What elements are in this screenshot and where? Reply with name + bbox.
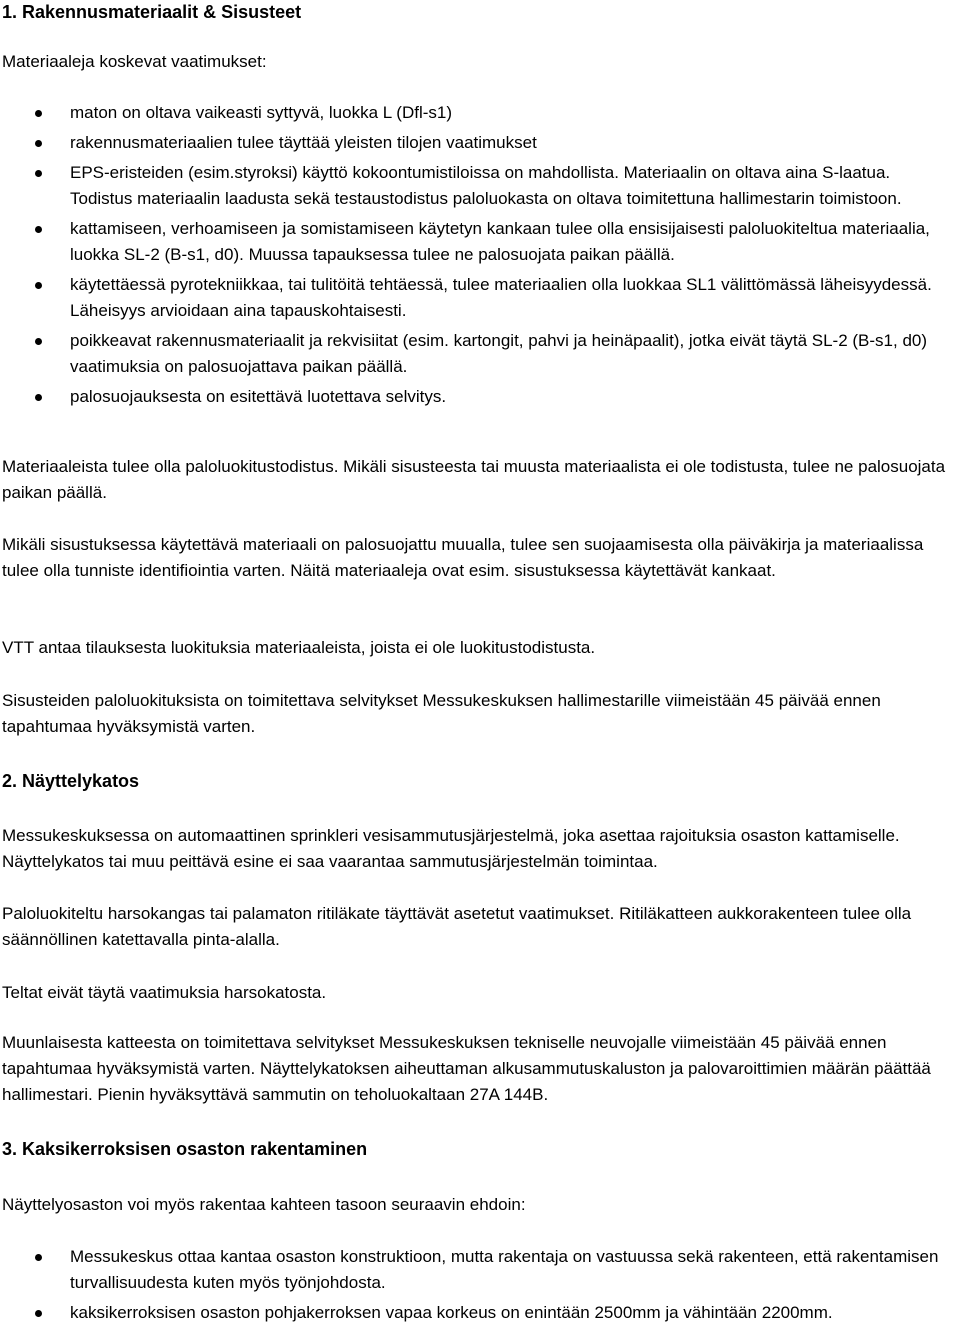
section-2-paragraph: Teltat eivät täytä vaatimuksia harsokatosta. (2, 983, 327, 1002)
list-item: maton on oltava vaikeasti syttyvä, luokka L (Dfl-s1) (2, 100, 956, 126)
section-3-title: 3. Kaksikerroksisen osaston rakentaminen (2, 1139, 368, 1159)
section-1-title: 1. Rakennusmateriaalit & Sisusteet (2, 2, 302, 22)
section-2-paragraph: Paloluokiteltu harsokangas tai palamaton ritiläkate täyttävät asetetut vaatimukset. Ritiläkatteen aukkorakenteen tulee olla säännöllinen katettavalla pinta-alalla. (2, 904, 912, 949)
list-item: palosuojauksesta on esitettävä luotettava selvitys. (2, 384, 956, 410)
list-item: Messukeskus ottaa kantaa osaston konstruktioon, mutta rakentaja on vastuussa sekä rakenteen, että rakentamisen turvallisuudesta kuten myös työnjohdosta. (2, 1244, 956, 1296)
section-2-title: 2. Näyttelykatos (2, 771, 140, 791)
list-item: kattamiseen, verhoamiseen ja somistamiseen käytetyn kankaan tulee olla ensisijaisesti paloluokiteltua materiaalia, luokka SL-2 (B-s1, d0). Muussa tapauksessa tulee ne palosuojata paikan päällä. (2, 216, 956, 268)
section-1-paragraph: VTT antaa tilauksesta luokituksia materiaaleista, joista ei ole luokitustodistusta. (2, 638, 596, 657)
list-item: käytettäessä pyrotekniikkaa, tai tulitöitä tehtäessä, tulee materiaalien olla luokkaa SL1 välittömässä läheisyydessä. Läheisyys arvioidaan aina tapauskohtaisesti. (2, 272, 956, 324)
section-1-requirements-list (2, 100, 956, 410)
section-1-intro: Materiaaleja koskevat vaatimukset: (2, 52, 267, 71)
section-2-paragraph: Messukeskuksessa on automaattinen sprinkleri vesisammutusjärjestelmä, joka asettaa rajoituksia osaston kattamiselle. Näyttelykatos tai muu peittävä esine ei saa vaarantaa sammutusjärjestelmän toimintaa. (2, 826, 900, 871)
list-item: rakennusmateriaalien tulee täyttää yleisten tilojen vaatimukset (2, 130, 956, 156)
list-item: kaksikerroksisen osaston pohjakerroksen vapaa korkeus on enintään 2500mm ja vähintään 2200mm. (2, 1300, 956, 1326)
section-3-intro: Näyttelyosaston voi myös rakentaa kahteen tasoon seuraavin ehdoin: (2, 1195, 526, 1214)
list-item: poikkeavat rakennusmateriaalit ja rekvisiitat (esim. kartongit, pahvi ja heinäpaalit), jotka eivät täytä SL-2 (B-s1, d0) vaatimuksia on palosuojattava paikan päällä. (2, 328, 956, 380)
list-item: EPS-eristeiden (esim.styroksi) käyttö kokoontumistiloissa on mahdollista. Materiaalin on oltava aina S-laatua. Todistus materiaalin laadusta sekä testaustodistus paloluokasta on oltava toimitettuna hallimestarin toimistoon. (2, 160, 956, 212)
section-1-paragraph: Mikäli sisustuksessa käytettävä materiaali on palosuojattu muualla, tulee sen suojaamisesta olla päiväkirja ja materiaalissa tulee olla tunniste identifiointia varten. Näitä materiaaleja ovat esim. sisustuksessa käytettävät kankaat. (2, 535, 924, 580)
section-1-paragraph: Materiaaleista tulee olla paloluokitustodistus. Mikäli sisusteesta tai muusta materiaalista ei ole todistusta, tulee ne palosuojata paikan päällä. (2, 457, 946, 502)
section-3-conditions-list (2, 1244, 956, 1326)
section-2-paragraph: Muunlaisesta katteesta on toimitettava selvitykset Messukeskuksen tekniselle neuvojalle viimeistään 45 päivää ennen tapahtumaa hyväksymistä varten. Näyttelykatoksen aiheuttaman alkusammutuskaluston ja palovaroittimien määrän päättää hallimestari. Pienin hyväksyttävä sammutin on teholuokaltaan 27A 144B. (2, 1033, 931, 1104)
section-1-paragraph: Sisusteiden paloluokituksista on toimitettava selvitykset Messukeskuksen hallimestarille viimeistään 45 päivää ennen tapahtumaa hyväksymistä varten. (2, 691, 881, 736)
